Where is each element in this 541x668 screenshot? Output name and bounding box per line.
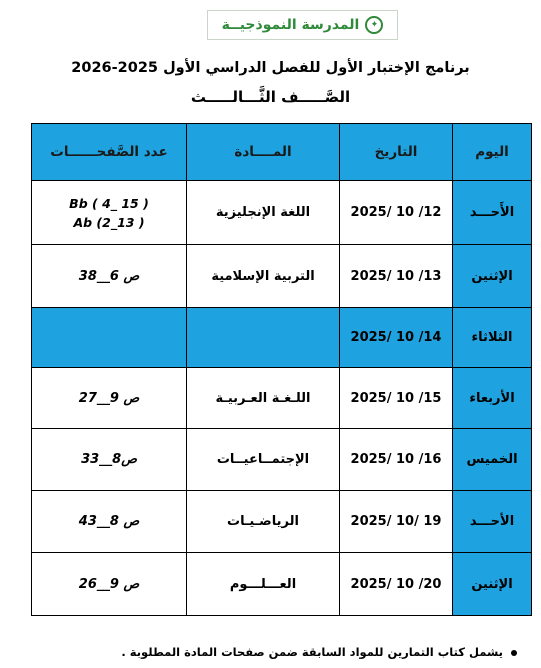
pages-cell: ص 6__38	[32, 245, 187, 308]
table-row	[32, 308, 532, 368]
table-row	[32, 553, 532, 616]
exam-schedule-table	[31, 123, 532, 616]
subject-cell: العـــلـــوم	[187, 553, 340, 616]
table-row	[32, 429, 532, 491]
class-subtitle: الصَّـــــف الثَّـــالـــــث	[190, 88, 351, 106]
footnote	[121, 645, 517, 659]
table-row	[32, 181, 532, 245]
subject-cell: اللغة الإنجليزية	[187, 181, 340, 245]
bullet-icon	[511, 650, 517, 656]
pages-value: Bb ( 4_ 15 )	[69, 195, 149, 211]
day-cell: الثلاثاء	[453, 308, 532, 368]
subject-cell: الرياضـيـات	[187, 491, 340, 553]
subject-cell	[187, 308, 340, 368]
day-cell: الخميس	[453, 429, 532, 491]
table-header-row	[32, 124, 532, 181]
day-cell: الأحـــد	[453, 491, 532, 553]
school-logo	[207, 10, 398, 40]
date-cell: 2025/ 10 /13	[340, 245, 453, 308]
date-cell: 2025/ 10 /16	[340, 429, 453, 491]
table-row	[32, 491, 532, 553]
date-cell: 2025/ 10 /14	[340, 308, 453, 368]
subject-cell: التربية الإسلامية	[187, 245, 340, 308]
header-subject: المــــادة	[187, 124, 340, 181]
page-title: برنامج الإختبار الأول للفصل الدراسي الأول 2025-2026	[71, 60, 470, 76]
table-row	[32, 245, 532, 308]
pages-cell: ص 8__43	[32, 491, 187, 553]
logo-text: المدرسة النموذجيــة	[221, 17, 360, 33]
subject-cell: اللـغـة العـربيـة	[187, 368, 340, 429]
header-pages: عدد الصَّفحــــــات	[32, 124, 187, 181]
pages-cell	[32, 308, 187, 368]
pages-cell: ص8__33	[32, 429, 187, 491]
pages-cell: ص 9__26	[32, 553, 187, 616]
subject-cell: الإجتمــاعيــات	[187, 429, 340, 491]
header-date: التاريخ	[340, 124, 453, 181]
day-cell: الإثنين	[453, 245, 532, 308]
header-day: اليوم	[453, 124, 532, 181]
day-cell: الأربعاء	[453, 368, 532, 429]
day-cell: الأَحـــد	[453, 181, 532, 245]
table-row	[32, 368, 532, 429]
date-cell: 2025/ 10/ 19	[340, 491, 453, 553]
date-cell: 2025/ 10 /12	[340, 181, 453, 245]
date-cell: 2025/ 10 /20	[340, 553, 453, 616]
pages-cell	[32, 181, 187, 245]
day-cell: الإثنين	[453, 553, 532, 616]
pages-cell: ص 9__27	[32, 368, 187, 429]
pages-value: Ab (2_13 )	[73, 214, 145, 230]
date-cell: 2025/ 10 /15	[340, 368, 453, 429]
footnote-text: يشمل كتاب التمارين للمواد السابقة ضمن صفحات المادة المطلوبة .	[121, 645, 503, 659]
emblem-icon: ✦	[365, 16, 383, 34]
